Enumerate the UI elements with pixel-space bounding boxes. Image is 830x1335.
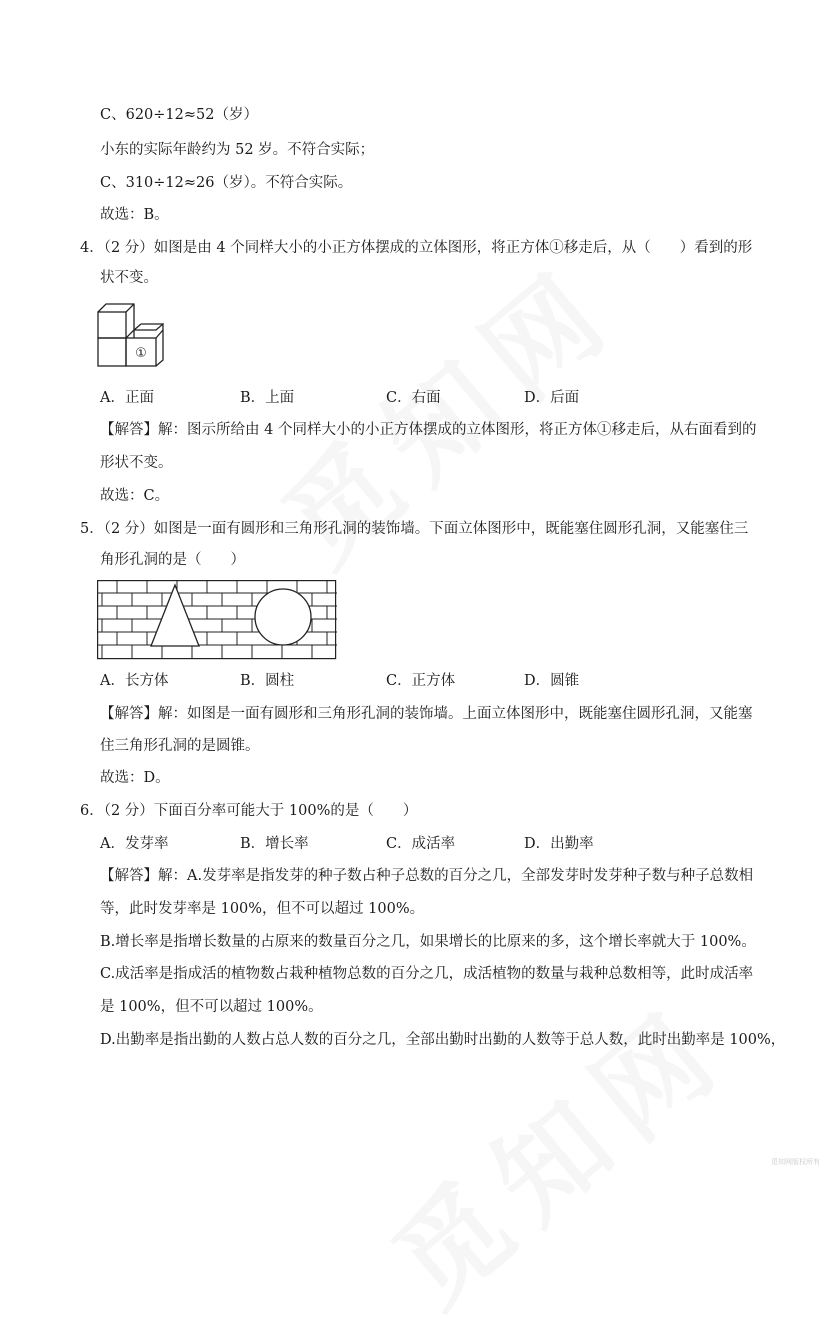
option-b: B．增长率 — [240, 836, 309, 852]
option-c: C．正方体 — [386, 673, 456, 689]
q6-answer-c-cont: 是 100%，但不可以超过 100%。 — [100, 999, 323, 1015]
q6-answer-a-cont: 等，此时发芽率是 100%，但不可以超过 100%。 — [100, 901, 425, 917]
q6-answer-c: C.成活率是指成活的植物数占栽种植物总数的百分之几，成活植物的数量与栽种总数相等，此时成活率 — [100, 966, 754, 982]
cube-figure — [96, 302, 166, 370]
option-a: A．长方体 — [100, 673, 169, 689]
q5-choice: 故选：D。 — [100, 770, 170, 786]
text-line: 小东的实际年龄约为 52 岁。不符合实际； — [100, 142, 375, 158]
watermark — [245, 223, 645, 595]
q6-stem: 6．（2 分）下面百分率可能大于 100%的是（ ） — [80, 803, 418, 819]
option-a: A．发芽率 — [100, 836, 169, 852]
circle-hole — [255, 589, 311, 645]
q5-answer: 【解答】解：如图是一面有圆形和三角形孔洞的装饰墙。上面立体图形中，既能塞住圆形孔洞，又能塞 — [100, 706, 753, 722]
option-b: B．上面 — [240, 390, 295, 406]
text-line: C、620÷12≈52（岁） — [100, 107, 258, 123]
option-d: D．出勤率 — [524, 836, 594, 852]
text-line: C、310÷12≈26（岁）。不符合实际。 — [100, 175, 353, 191]
q4-stem: 4．（2 分）如图是由 4 个同样大小的小正方体摆成的立体图形，将正方体①移走后，从（ ）看到的形 — [80, 240, 753, 256]
q5-stem: 5．（2 分）如图是一面有圆形和三角形孔洞的装饰墙。下面立体图形中，既能塞住圆形孔洞，又能塞住三 — [80, 521, 749, 537]
q6-answer-a: 【解答】解：A.发芽率是指发芽的种子数占种子总数的百分之几，全部发芽时发芽种子数与种子总数相 — [100, 868, 754, 884]
q6-answer-b: B.增长率是指增长数量的占原来的数量百分之几，如果增长的比原来的多，这个增长率就大于 100%。 — [100, 934, 756, 950]
watermark-bottom — [355, 963, 755, 1335]
option-c: C．右面 — [386, 390, 441, 406]
footer-watermark: 觅知网版权所有 — [771, 1158, 820, 1166]
q4-stem-cont: 状不变。 — [100, 270, 158, 286]
q6-answer-d: D.出勤率是指出勤的人数占总人数的百分之几，全部出勤时出勤的人数等于总人数，此时出勤率是 100%， — [100, 1032, 786, 1048]
q4-choice: 故选：C。 — [100, 488, 170, 504]
text-line: 故选：B。 — [100, 207, 169, 223]
q5-answer-cont: 住三角形孔洞的是圆锥。 — [100, 738, 260, 754]
brick-wall-figure — [97, 580, 337, 660]
q4-answer: 【解答】解：图示所给由 4 个同样大小的小正方体摆成的立体图形，将正方体①移走后，从右面看到的 — [100, 422, 757, 438]
cube-label: ① — [135, 346, 147, 361]
option-c: C．成活率 — [386, 836, 456, 852]
option-d: D．圆锥 — [524, 673, 580, 689]
option-d: D．后面 — [524, 390, 580, 406]
q4-answer-cont: 形状不变。 — [100, 455, 173, 471]
option-a: A．正面 — [100, 390, 154, 406]
q5-stem-cont: 角形孔洞的是（ ） — [100, 552, 245, 568]
option-b: B．圆柱 — [240, 673, 295, 689]
